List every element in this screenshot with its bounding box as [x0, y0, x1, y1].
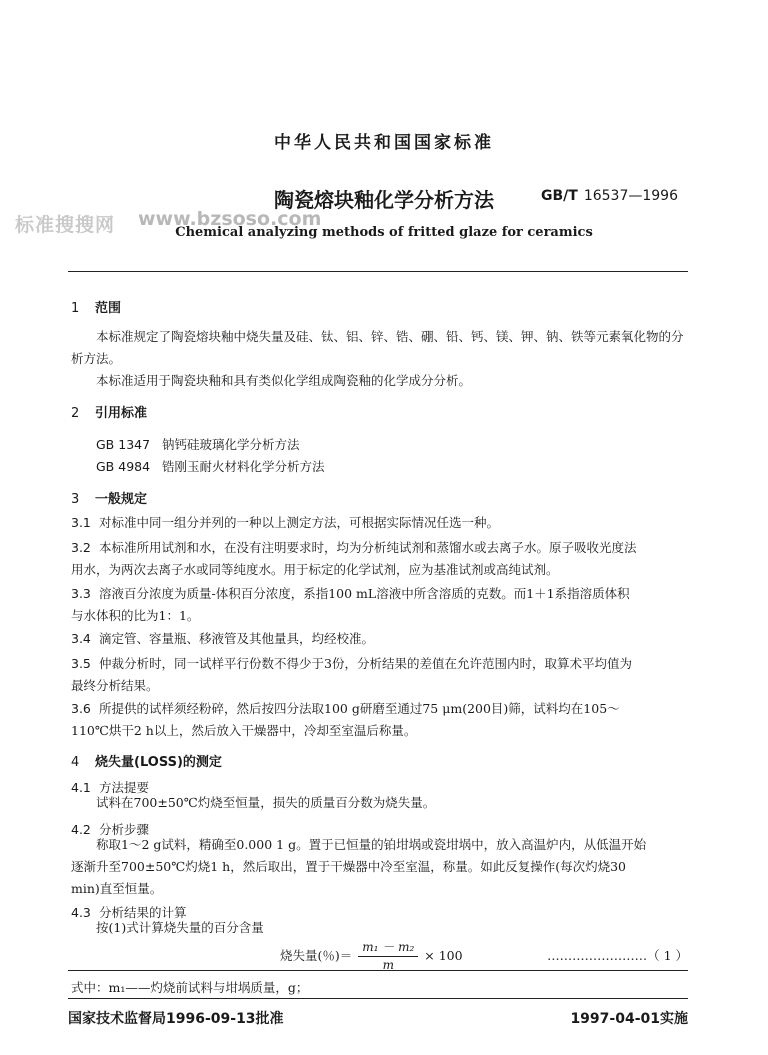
reference-title: 锆刚玉耐火材料化学分析方法 [162, 459, 325, 474]
approval-date: 国家技术监督局1996-09-13批准 [68, 1011, 284, 1027]
section-2-number: 2 [71, 406, 80, 421]
formula-equation-number: ……………………（ 1 ） [547, 948, 688, 963]
reference-item [96, 435, 300, 453]
section-3-number: 3 [71, 492, 80, 507]
footer-divider [68, 998, 688, 999]
clause-3-6 [71, 698, 620, 720]
clause-3-3-continued: 与水体积的比为1：1。 [71, 608, 200, 623]
standard-code-prefix: GB/T [541, 188, 578, 204]
section-1-paragraph-1b: 析方法。 [71, 351, 122, 366]
standard-code-number: 16537—1996 [583, 188, 678, 204]
section-2-heading [71, 402, 147, 421]
implementation-date: 1997-04-01实施 [570, 1011, 688, 1027]
section-1-paragraph-1a: 本标准规定了陶瓷熔块釉中烧失量及硅、钛、铝、锌、锆、硼、铅、钙、镁、钾、钠、铁等元素氧化物的分 [96, 329, 684, 344]
watermark-text: 标准搜搜网 [15, 214, 116, 236]
section-4-title: 烧失量(LOSS)的测定 [95, 755, 222, 770]
clause-4-2-text-line-1: 称取1～2 g试料，精确至0.000 1 g。置于已恒量的铂坩埚或瓷坩埚中，放入高温炉内，从低温开始 [96, 837, 647, 852]
reference-code: GB 4984 [96, 459, 151, 474]
clause-3-4 [71, 628, 374, 650]
section-4-heading [71, 751, 222, 770]
clause-number: 4.1 [71, 780, 91, 795]
clause-4-2-text-line-3: min)直至恒量。 [71, 881, 163, 896]
document-title-english: Chemical analyzing methods of fritted glaze for ceramics [175, 225, 593, 240]
clause-3-2 [71, 537, 637, 559]
clause-text: 本标准所用试剂和水，在没有注明要求时，均为分析纯试剂和蒸馏水或去离子水。原子吸收光度法 [99, 540, 637, 555]
clause-3-5-continued: 最终分析结果。 [71, 678, 159, 693]
formula-lhs: 烧失量(％)＝ [280, 948, 353, 963]
formula-numerator: m₁ － m₂ [358, 938, 418, 957]
section-3-title: 一般规定 [95, 492, 148, 507]
clause-4-1-text: 试料在700±50℃灼烧至恒量，损失的质量百分数为烧失量。 [96, 795, 436, 810]
document-title: 陶瓷熔块釉化学分析方法 [274, 188, 494, 212]
reference-code: GB 1347 [96, 437, 151, 452]
reference-title: 钠钙硅玻璃化学分析方法 [162, 437, 300, 452]
formula-fraction [358, 938, 418, 972]
clause-number: 3.6 [71, 701, 91, 716]
clause-number: 3.4 [71, 631, 91, 646]
formula-divider [68, 970, 688, 971]
clause-4-2-text-line-2: 逐渐升至700±50℃灼烧1 h，然后取出，置于干燥器中冷至室温，称量。如此反复操作(每次灼烧30 [71, 859, 626, 874]
clause-title: 分析结果的计算 [99, 905, 187, 920]
clause-number: 3.1 [71, 515, 91, 530]
section-4-number: 4 [71, 755, 80, 770]
loss-formula [280, 938, 463, 972]
formula-denominator: m [382, 958, 394, 972]
clause-text: 对标准中同一组分并列的一种以上测定方法，可根据实际情况任选一种。 [99, 515, 500, 530]
section-1-paragraph-2: 本标准适用于陶瓷块釉和具有类似化学组成陶瓷釉的化学成分分析。 [96, 373, 472, 388]
clause-text: 仲裁分析时，同一试样平行份数不得少于3份，分析结果的差值在允许范围内时，取算术平均值为 [99, 656, 632, 671]
clause-3-1 [71, 512, 499, 534]
clause-text: 所提供的试样须经粉碎，然后按四分法取100 g研磨至通过75 μm(200目)筛，试料均在105～ [99, 701, 620, 716]
header-divider [68, 271, 688, 272]
formula-rhs: × 100 [424, 947, 463, 963]
clause-title: 方法提要 [99, 780, 150, 795]
reference-item [96, 457, 325, 475]
clause-3-5 [71, 653, 632, 675]
clause-number: 3.5 [71, 656, 91, 671]
standard-code [541, 188, 678, 204]
section-1-number: 1 [71, 301, 80, 316]
section-1-heading [71, 297, 121, 316]
clause-4-3-text: 按(1)式计算烧失量的百分含量 [96, 920, 264, 935]
clause-3-2-continued: 用水，为两次去离子水或同等纯度水。用于标定的化学试剂，应为基准试剂或高纯试剂。 [71, 562, 559, 577]
watermark-url: www.bzsoso.com [138, 208, 322, 230]
section-3-heading [71, 488, 147, 507]
clause-title: 分析步骤 [99, 822, 150, 837]
clause-number: 3.2 [71, 540, 91, 555]
clause-number: 4.3 [71, 905, 91, 920]
clause-number: 4.2 [71, 822, 91, 837]
section-2-title: 引用标准 [95, 406, 148, 421]
formula-where-text: 式中：m₁——灼烧前试料与坩埚质量，g； [71, 980, 309, 995]
clause-text: 溶液百分浓度为质量-体积百分浓度，系指100 mL溶液中所含溶质的克数。而1＋1系指溶质体积 [99, 586, 630, 601]
clause-3-6-continued: 110℃烘干2 h以上，然后放入干燥器中，冷却至室温后称量。 [71, 723, 417, 738]
clause-3-3 [71, 583, 630, 605]
clause-number: 3.3 [71, 586, 91, 601]
clause-text: 滴定管、容量瓶、移液管及其他量具，均经校准。 [99, 631, 375, 646]
standard-org-header: 中华人民共和国国家标准 [274, 133, 494, 153]
section-1-title: 范围 [95, 301, 122, 316]
